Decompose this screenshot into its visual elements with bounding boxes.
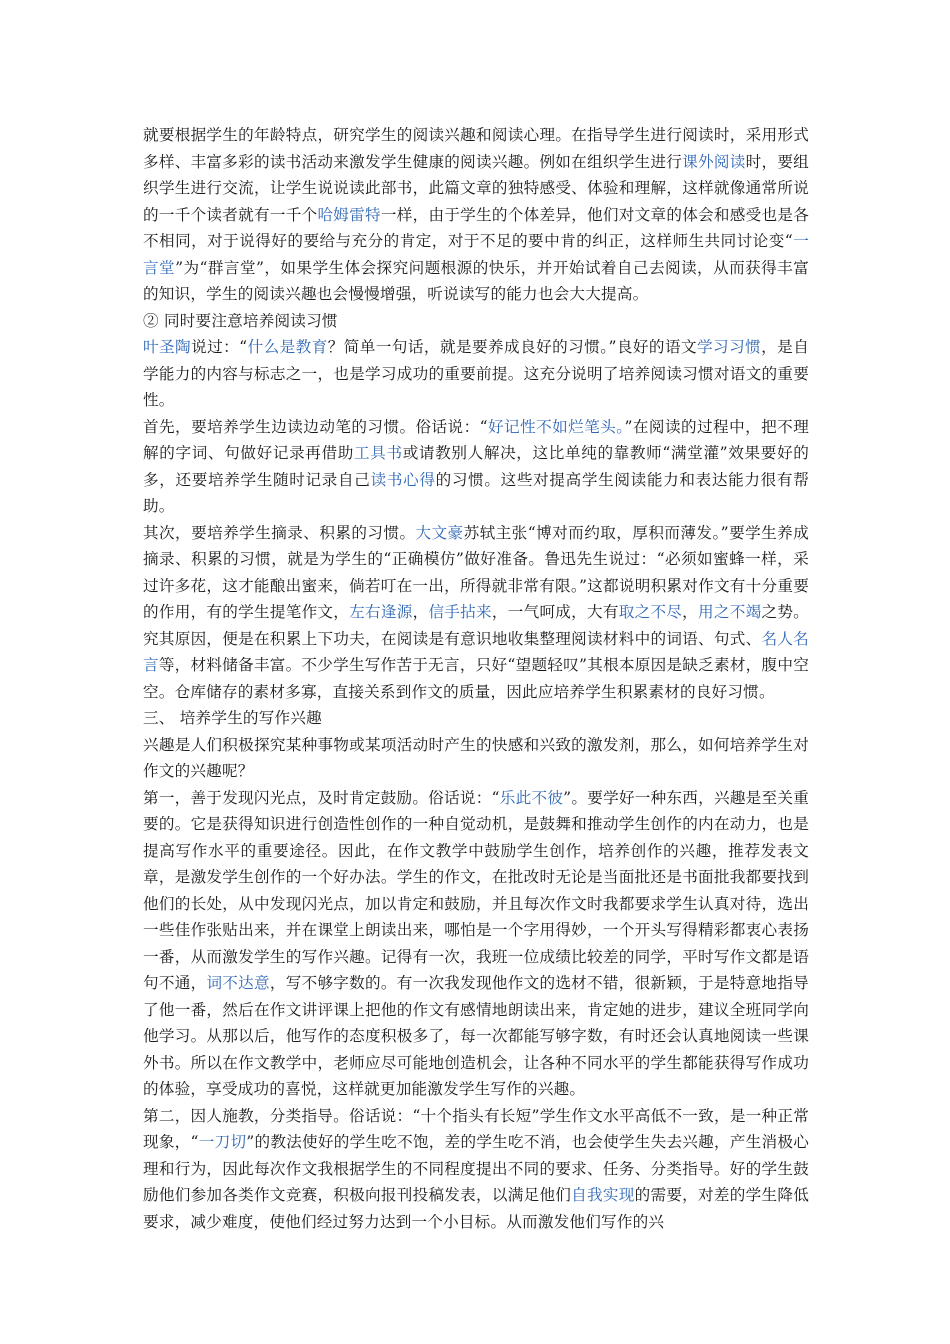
text-run: 第二，因人施教，分类指导。俗话说：“十个指头有长短”学生作文水平高低不一致，是一种正常现象，“ (143, 1106, 809, 1151)
text-run: 第一，善于发现闪光点，及时肯定鼓励。俗话说：“ (143, 788, 500, 807)
text-run: 三、 培养学生的写作兴趣 (143, 709, 322, 727)
hyperlink[interactable]: 用之不竭 (698, 603, 762, 621)
text-run: ，是自学能力的内容与标志之一，也是学习成功的重要前提。这充分说明了培养阅读习惯对语文的重要性。 (143, 338, 809, 409)
hyperlink[interactable]: 信手拈来 (428, 603, 492, 621)
paragraph-p2 (143, 308, 809, 335)
paragraph-p4 (143, 414, 809, 520)
text-run: 其次，要培养学生摘录、积累的习惯。 (143, 523, 416, 542)
hyperlink[interactable]: 一刀切 (198, 1133, 247, 1151)
hyperlink[interactable]: 自我实现 (571, 1186, 635, 1204)
text-run: ， (412, 603, 429, 621)
text-run: 首先，要培养学生边读边动笔的习惯。俗话说：“ (143, 417, 488, 436)
hyperlink[interactable]: 读书心得 (370, 470, 436, 489)
document-body (143, 122, 809, 1235)
hyperlink[interactable]: 一言堂 (143, 232, 809, 277)
hyperlink[interactable]: 课外阅读 (682, 152, 746, 171)
text-run: ② 同时要注意培养阅读习惯 (143, 311, 338, 330)
hyperlink[interactable]: 什么是教育 (247, 338, 328, 356)
hyperlink[interactable]: 大文豪 (415, 523, 464, 542)
text-run: 之势。究其原因，便是在积累上下功夫，在阅读是有意识地收集整理阅读材料中的词语、句式、 (143, 603, 809, 648)
paragraph-p6 (143, 705, 809, 732)
text-run: ”在阅读的过程中，把不理解的字词、句做好记录再借助 (143, 417, 809, 462)
paragraph-p7 (143, 732, 809, 785)
paragraph-p3 (143, 334, 809, 414)
hyperlink[interactable]: 左右逢源 (349, 603, 413, 621)
hyperlink[interactable]: 乐此不彼 (499, 788, 564, 807)
text-run: ”。要学好一种东西，兴趣是至关重要的。它是获得知识进行创造性创作的一种自觉动机，是鼓舞和推动学生创作的内在动力，也是提高写作水平的重要途径。因此，在作文教学中鼓励学生创作，培养创作的兴趣，推荐发表文章，是激发学生创作的一个好办法。学生的作文，在批改时无论是当面批还是书面批我都要找到他们的长处，从中发现闪光点，加以肯定和鼓励，并且每次作文时我都要求学生认真对待，选出一些佳作张贴出来，并在课堂上朗读出来，哪怕是一个字用得妙，一个开头写得精彩都衷心表扬一番，从而激发学生的写作兴趣。记得有一次，我班一位成绩比较差的同学，平时写作文都是语句不通， (143, 788, 809, 992)
text-run: 的习惯。这些对提高学生阅读能力和表达能力很有帮助。 (143, 470, 809, 515)
paragraph-p9 (143, 1103, 809, 1236)
paragraph-p1 (143, 122, 809, 308)
hyperlink[interactable]: 取之不尽 (618, 603, 683, 621)
text-run: 就要根据学生的年龄特点，研究学生的阅读兴趣和阅读心理。在指导学生进行阅读时，采用形式多样、丰富多彩的读书活动来激发学生健康的阅读兴趣。例如在组织学生进行 (143, 126, 809, 171)
text-run: 的需要，对差的学生降低要求，减少难度，使他们经过努力达到一个小目标。从而激发他们写作的兴 (143, 1186, 809, 1231)
text-run: ”的教法使好的学生吃不饱，差的学生吃不消，也会使学生失去兴趣，产生消极心理和行为，因此每次作文我根据学生的不同程度提出不同的要求、任务、分类指导。好的学生鼓励他们参加各类作文竞赛，积极向报刊投稿发表，以满足他们 (143, 1133, 809, 1204)
text-run: 等，材料储备丰富。不少学生写作苦于无言，只好“望题轻叹”其根本原因是缺乏素材，腹中空空。仓库储存的素材多寡，直接关系到作文的质量，因此应培养学生积累素材的良好习惯。 (143, 656, 809, 701)
hyperlink[interactable]: 名人名言 (143, 629, 809, 674)
hyperlink[interactable]: 哈姆雷特 (317, 205, 381, 224)
paragraph-p8 (143, 785, 809, 1103)
text-run: ，写不够字数的。有一次我发现他作文的选材不错，很新颖，于是特意地指导了他一番，然后在作文讲评课上把他的作文有感情地朗读出来，肯定她的进步，建议全班同学向他学习。从那以后，他写作的态度积极多了，每一次都能写够字数，有时还会认真地阅读一些课外书。所以在作文教学中，老师应尽可能地创造机会，让各种不同水平的学生都能获得写作成功的体验，享受成功的喜悦，这样就更加能激发学生写作的兴趣。 (143, 974, 809, 1098)
text-run: ，一气呵成，大有 (491, 603, 619, 621)
hyperlink[interactable]: 好记性不如烂笔头。 (487, 417, 625, 436)
text-run: 或请教别人解决，这比单纯的靠教师“满堂灌”效果要好的多，还要培养学生随时记录自己 (143, 444, 809, 489)
paragraph-p5 (143, 520, 809, 706)
hyperlink[interactable]: 工具书 (354, 444, 403, 462)
text-run: ？简单一句话，就是要养成良好的习惯。”良好的语文 (327, 338, 698, 356)
text-run: 兴趣是人们积极探究某种事物或某项活动时产生的快感和兴致的激发剂，那么，如何培养学生对作文的兴趣呢？ (143, 735, 809, 780)
text-run: 说过：“ (191, 338, 248, 356)
hyperlink[interactable]: 学习习惯 (697, 338, 762, 356)
text-run: ， (682, 603, 699, 621)
text-run: 时，要组织学生进行交流，让学生说说读此部书，此篇文章的独特感受、体验和理解，这样就像通常所说的一千个读者就有一千个 (143, 152, 809, 224)
hyperlink[interactable]: 词不达意 (206, 974, 270, 992)
text-run: 一样，由于学生的个体差异，他们对文章的体会和感受也是各不相同，对于说得好的要给与充分的肯定，对于不足的要中肯的纠正，这样师生共同讨论变“ (143, 205, 809, 250)
hyperlink[interactable]: 叶圣陶 (143, 338, 192, 356)
text-run: 苏轼主张“博对而约取，厚积而薄发。”要学生养成摘录、积累的习惯，就是为学生的“正确模仿”做好准备。鲁迅先生说过：“必须如蜜蜂一样，采过许多花，这才能酿出蜜来，倘若叮在一出，所得就非常有限。”这都说明积累对作文有十分重要的作用，有的学生提笔作文， (143, 523, 809, 621)
text-run: ”为“群言堂”，如果学生体会探究问题根源的快乐，并开始试着自己去阅读，从而获得丰富的知识，学生的阅读兴趣也会慢慢增强，听说读写的能力也会大大提高。 (143, 258, 809, 303)
